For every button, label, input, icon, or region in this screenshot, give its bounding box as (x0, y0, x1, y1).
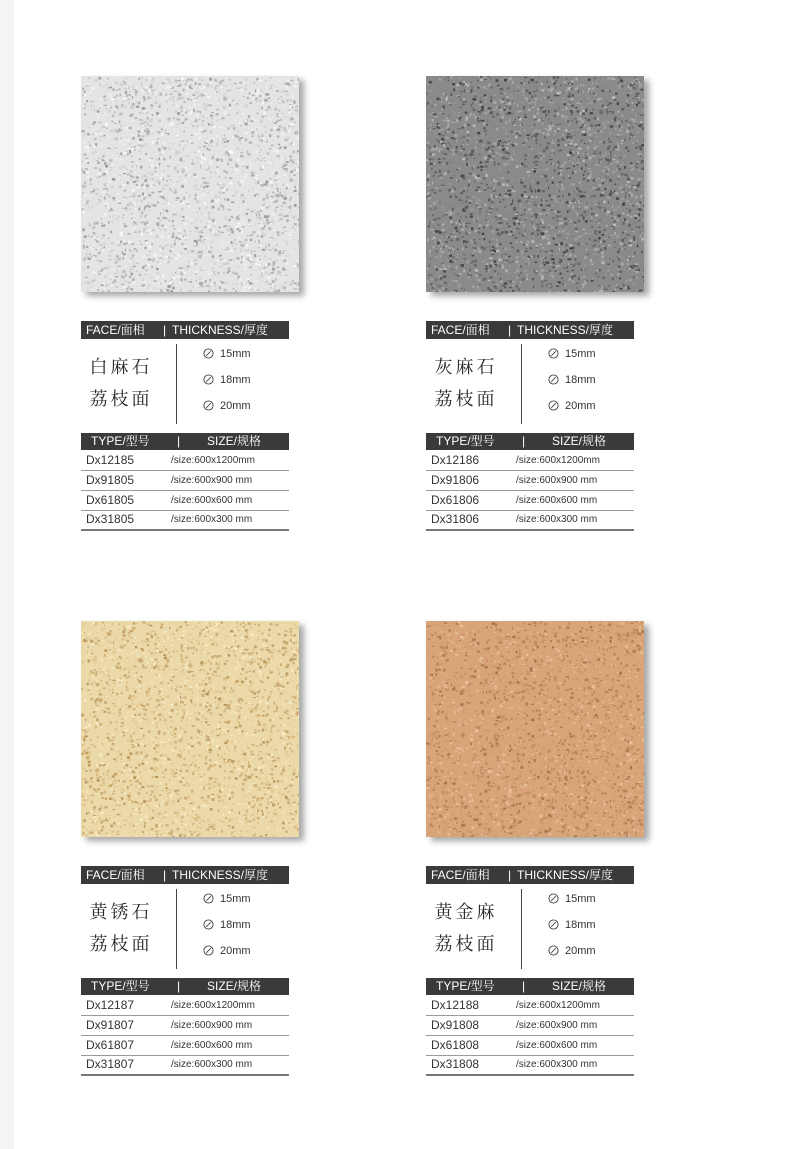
size-value: /size:600x600 mm (171, 495, 253, 506)
size-value: /size:600x1200mm (516, 1000, 600, 1011)
type-size-header (81, 433, 289, 450)
thickness-value: 15mm (565, 893, 596, 905)
table-row (81, 1055, 289, 1076)
thickness-option (203, 919, 251, 931)
thickness-option (203, 374, 251, 386)
size-header-label: SIZE/规格 (552, 434, 607, 448)
table-row (81, 471, 289, 491)
thickness-option (203, 945, 251, 957)
circle-slash-icon (548, 400, 559, 411)
finish-name: 荔枝面 (89, 389, 153, 410)
table-row (81, 510, 289, 531)
thickness-option (548, 400, 596, 412)
table-row (81, 451, 289, 471)
size-value: /size:600x900 mm (516, 475, 598, 486)
model-code: Dx31806 (431, 512, 480, 526)
circle-slash-icon (548, 374, 559, 385)
size-value: /size:600x600 mm (171, 1040, 253, 1051)
size-value: /size:600x900 mm (171, 475, 253, 486)
circle-slash-icon (203, 348, 214, 359)
circle-slash-icon (203, 893, 214, 904)
header-separator: | (177, 979, 181, 993)
model-code: Dx91807 (86, 1018, 135, 1032)
stone-swatch-image (426, 621, 644, 837)
face-thickness-header (81, 866, 289, 884)
header-separator: | (508, 323, 512, 337)
circle-slash-icon (548, 919, 559, 930)
thickness-header-label: THICKNESS/厚度 (517, 323, 614, 337)
stone-name: 黄锈石 (89, 902, 153, 923)
table-row (426, 451, 634, 471)
type-header-label: TYPE/型号 (436, 434, 495, 448)
model-code: Dx91806 (431, 473, 480, 487)
type-header-label: TYPE/型号 (436, 979, 495, 993)
thickness-option (548, 374, 596, 386)
face-header-label: FACE/面相 (431, 868, 490, 882)
stone-name: 灰麻石 (434, 357, 498, 378)
type-header-label: TYPE/型号 (91, 434, 150, 448)
table-row (426, 1055, 634, 1076)
table-row (81, 1016, 289, 1036)
size-value: /size:600x300 mm (171, 514, 253, 525)
type-size-header (426, 978, 634, 995)
thickness-value: 20mm (565, 400, 596, 412)
size-value: /size:600x900 mm (516, 1020, 598, 1031)
model-code: Dx12188 (431, 998, 480, 1012)
header-separator: | (522, 979, 526, 993)
type-header-label: TYPE/型号 (91, 979, 150, 993)
size-header-label: SIZE/规格 (207, 979, 262, 993)
circle-slash-icon (203, 374, 214, 385)
stone-name: 白麻石 (89, 357, 153, 378)
size-value: /size:600x1200mm (516, 455, 600, 466)
model-code: Dx61807 (86, 1038, 135, 1052)
circle-slash-icon (203, 919, 214, 930)
model-code: Dx91805 (86, 473, 135, 487)
finish-name: 荔枝面 (89, 934, 153, 955)
model-code: Dx31808 (431, 1057, 480, 1071)
model-code: Dx12186 (431, 453, 480, 467)
header-separator: | (177, 434, 181, 448)
size-header-label: SIZE/规格 (552, 979, 607, 993)
type-size-header (426, 433, 634, 450)
circle-slash-icon (548, 945, 559, 956)
model-code: Dx31807 (86, 1057, 135, 1071)
table-row (426, 471, 634, 491)
table-row (81, 1036, 289, 1056)
thickness-value: 20mm (565, 945, 596, 957)
table-row (426, 1036, 634, 1056)
thickness-value: 15mm (565, 348, 596, 360)
thickness-value: 18mm (220, 374, 251, 386)
thickness-header-label: THICKNESS/厚度 (172, 323, 269, 337)
vertical-divider (176, 344, 177, 424)
table-row (81, 996, 289, 1016)
thickness-option (203, 893, 251, 905)
thickness-value: 20mm (220, 400, 251, 412)
size-value: /size:600x300 mm (171, 1059, 253, 1070)
vertical-divider (521, 889, 522, 969)
circle-slash-icon (203, 945, 214, 956)
size-value: /size:600x600 mm (516, 1040, 598, 1051)
header-separator: | (163, 868, 167, 882)
header-separator: | (508, 868, 512, 882)
page-left-strip (0, 0, 14, 1149)
model-code: Dx91808 (431, 1018, 480, 1032)
thickness-value: 18mm (565, 374, 596, 386)
type-size-header (81, 978, 289, 995)
finish-name: 荔枝面 (434, 934, 498, 955)
stone-swatch-image (81, 76, 299, 292)
stone-name: 黄金麻 (434, 902, 498, 923)
size-value: /size:600x900 mm (171, 1020, 253, 1031)
size-value: /size:600x300 mm (516, 514, 598, 525)
thickness-value: 15mm (220, 348, 251, 360)
stone-swatch-image (426, 76, 644, 292)
model-code: Dx61808 (431, 1038, 480, 1052)
model-code: Dx61806 (431, 493, 480, 507)
vertical-divider (176, 889, 177, 969)
size-value: /size:600x1200mm (171, 1000, 255, 1011)
circle-slash-icon (548, 893, 559, 904)
thickness-option (548, 893, 596, 905)
thickness-option (548, 919, 596, 931)
face-thickness-header (426, 866, 634, 884)
model-code: Dx12187 (86, 998, 135, 1012)
stone-swatch-image (81, 621, 299, 837)
size-value: /size:600x600 mm (516, 495, 598, 506)
model-code: Dx31805 (86, 512, 135, 526)
thickness-option (203, 348, 251, 360)
thickness-option (548, 348, 596, 360)
table-row (426, 1016, 634, 1036)
header-separator: | (163, 323, 167, 337)
thickness-header-label: THICKNESS/厚度 (517, 868, 614, 882)
thickness-option (203, 400, 251, 412)
face-header-label: FACE/面相 (86, 868, 145, 882)
thickness-header-label: THICKNESS/厚度 (172, 868, 269, 882)
thickness-value: 15mm (220, 893, 251, 905)
header-separator: | (522, 434, 526, 448)
size-value: /size:600x1200mm (171, 455, 255, 466)
thickness-value: 18mm (565, 919, 596, 931)
circle-slash-icon (548, 348, 559, 359)
model-code: Dx61805 (86, 493, 135, 507)
circle-slash-icon (203, 400, 214, 411)
table-row (426, 996, 634, 1016)
face-thickness-header (426, 321, 634, 339)
face-thickness-header (81, 321, 289, 339)
thickness-option (548, 945, 596, 957)
table-row (81, 491, 289, 511)
thickness-value: 20mm (220, 945, 251, 957)
thickness-value: 18mm (220, 919, 251, 931)
vertical-divider (521, 344, 522, 424)
face-header-label: FACE/面相 (86, 323, 145, 337)
face-header-label: FACE/面相 (431, 323, 490, 337)
finish-name: 荔枝面 (434, 389, 498, 410)
size-value: /size:600x300 mm (516, 1059, 598, 1070)
table-row (426, 491, 634, 511)
size-header-label: SIZE/规格 (207, 434, 262, 448)
table-row (426, 510, 634, 531)
model-code: Dx12185 (86, 453, 135, 467)
